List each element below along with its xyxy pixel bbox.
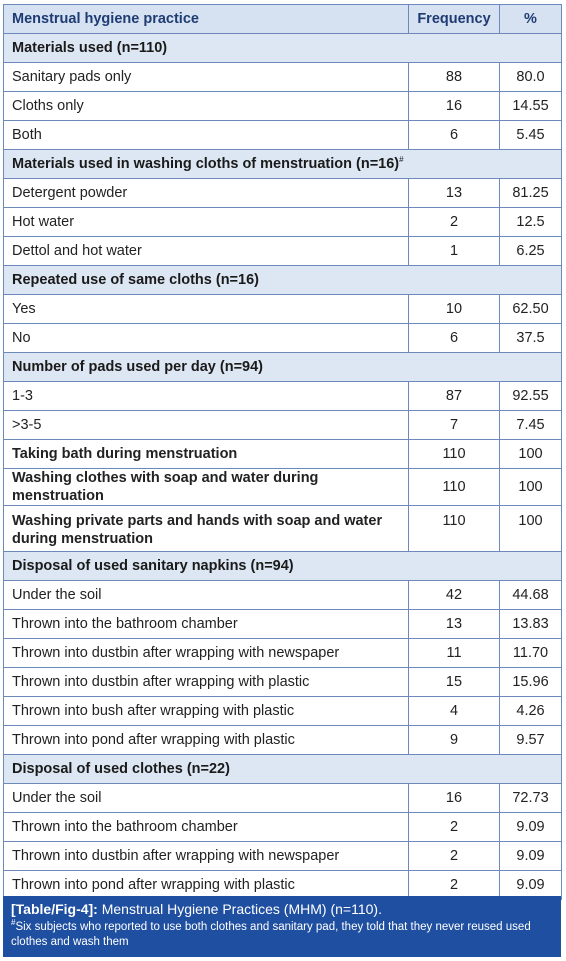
footnote-marker: # bbox=[399, 155, 404, 165]
row-label: Yes bbox=[4, 295, 409, 324]
row-frequency: 16 bbox=[409, 784, 500, 813]
section-label-text: Materials used (n=110) bbox=[12, 40, 168, 56]
header-percent: % bbox=[500, 5, 562, 34]
section-row bbox=[4, 552, 562, 581]
row-percent: 12.5 bbox=[500, 208, 562, 237]
section-row bbox=[4, 266, 562, 295]
section-row bbox=[4, 34, 562, 63]
row-frequency: 87 bbox=[409, 382, 500, 411]
footnote-mark: # bbox=[11, 918, 16, 928]
row-label: Thrown into pond after wrapping with plastic bbox=[4, 726, 409, 755]
row-label: Thrown into the bathroom chamber bbox=[4, 813, 409, 842]
caption-footnote bbox=[11, 920, 553, 950]
row-percent: 14.55 bbox=[500, 92, 562, 121]
row-frequency: 42 bbox=[409, 581, 500, 610]
row-label: Thrown into the bathroom chamber bbox=[4, 610, 409, 639]
row-percent: 6.25 bbox=[500, 237, 562, 266]
row-label: Hot water bbox=[4, 208, 409, 237]
section-label-text: Disposal of used sanitary napkins (n=94) bbox=[12, 558, 294, 574]
section-label bbox=[4, 353, 562, 382]
caption-text: Menstrual Hygiene Practices (MHM) (n=110). bbox=[97, 901, 382, 917]
row-percent: 13.83 bbox=[500, 610, 562, 639]
row-frequency: 2 bbox=[409, 842, 500, 871]
table-row bbox=[4, 324, 562, 353]
row-percent: 100 bbox=[500, 469, 562, 506]
section-label-text: Materials used in washing cloths of menstruation (n=16) bbox=[12, 156, 400, 172]
row-percent: 80.0 bbox=[500, 63, 562, 92]
row-percent: 4.26 bbox=[500, 697, 562, 726]
row-label: Washing clothes with soap and water during menstruation bbox=[4, 469, 409, 506]
header-frequency: Frequency bbox=[409, 5, 500, 34]
section-label bbox=[4, 150, 562, 179]
row-label: Under the soil bbox=[4, 784, 409, 813]
row-percent: 7.45 bbox=[500, 411, 562, 440]
table-row bbox=[4, 92, 562, 121]
row-percent: 100 bbox=[500, 440, 562, 469]
row-frequency: 7 bbox=[409, 411, 500, 440]
table-row bbox=[4, 842, 562, 871]
row-frequency: 6 bbox=[409, 121, 500, 150]
row-label: >3-5 bbox=[4, 411, 409, 440]
row-label: No bbox=[4, 324, 409, 353]
header-practice: Menstrual hygiene practice bbox=[4, 5, 409, 34]
section-label bbox=[4, 34, 562, 63]
row-frequency: 2 bbox=[409, 813, 500, 842]
row-label: Thrown into dustbin after wrapping with newspaper bbox=[4, 639, 409, 668]
row-frequency: 4 bbox=[409, 697, 500, 726]
caption-label: [Table/Fig-4]: bbox=[11, 901, 98, 917]
table-row bbox=[4, 469, 562, 506]
section-row bbox=[4, 353, 562, 382]
section-label bbox=[4, 755, 562, 784]
row-label: Thrown into dustbin after wrapping with plastic bbox=[4, 668, 409, 697]
row-label: Cloths only bbox=[4, 92, 409, 121]
table-row bbox=[4, 639, 562, 668]
table-row bbox=[4, 121, 562, 150]
mhm-table bbox=[3, 4, 562, 900]
row-label: Dettol and hot water bbox=[4, 237, 409, 266]
table-row bbox=[4, 179, 562, 208]
row-label: Both bbox=[4, 121, 409, 150]
row-frequency: 110 bbox=[409, 469, 500, 506]
row-percent: 37.5 bbox=[500, 324, 562, 353]
table-body bbox=[4, 34, 562, 900]
row-percent: 44.68 bbox=[500, 581, 562, 610]
section-row bbox=[4, 755, 562, 784]
row-frequency: 6 bbox=[409, 324, 500, 353]
row-percent: 11.70 bbox=[500, 639, 562, 668]
row-percent: 9.09 bbox=[500, 842, 562, 871]
table-row bbox=[4, 697, 562, 726]
row-frequency: 16 bbox=[409, 92, 500, 121]
table-row bbox=[4, 208, 562, 237]
row-frequency: 88 bbox=[409, 63, 500, 92]
row-frequency: 9 bbox=[409, 726, 500, 755]
table-row bbox=[4, 440, 562, 469]
row-label: Under the soil bbox=[4, 581, 409, 610]
table-row bbox=[4, 382, 562, 411]
row-label: Taking bath during menstruation bbox=[4, 440, 409, 469]
caption-title bbox=[11, 900, 553, 918]
footnote-text: Six subjects who reported to use both clothes and sanitary pad, they told that they never reused used clothes and wash them bbox=[11, 921, 531, 948]
row-frequency: 15 bbox=[409, 668, 500, 697]
section-label-text: Repeated use of same cloths (n=16) bbox=[12, 272, 259, 288]
row-percent: 72.73 bbox=[500, 784, 562, 813]
table-header-row bbox=[4, 5, 562, 34]
table-row bbox=[4, 726, 562, 755]
table-caption bbox=[3, 896, 561, 957]
row-percent: 5.45 bbox=[500, 121, 562, 150]
row-percent: 9.57 bbox=[500, 726, 562, 755]
table-row bbox=[4, 295, 562, 324]
table-row bbox=[4, 506, 562, 552]
row-label: 1-3 bbox=[4, 382, 409, 411]
row-label: Sanitary pads only bbox=[4, 63, 409, 92]
row-frequency: 13 bbox=[409, 179, 500, 208]
table-row bbox=[4, 610, 562, 639]
row-label: Detergent powder bbox=[4, 179, 409, 208]
section-label bbox=[4, 266, 562, 295]
row-percent: 15.96 bbox=[500, 668, 562, 697]
row-percent: 9.09 bbox=[500, 871, 562, 900]
row-label: Thrown into dustbin after wrapping with newspaper bbox=[4, 842, 409, 871]
row-label: Washing private parts and hands with soap and water during menstruation bbox=[4, 506, 409, 552]
table-row bbox=[4, 668, 562, 697]
row-frequency: 13 bbox=[409, 610, 500, 639]
row-percent: 9.09 bbox=[500, 813, 562, 842]
row-frequency: 1 bbox=[409, 237, 500, 266]
section-label-text: Number of pads used per day (n=94) bbox=[12, 359, 263, 375]
row-frequency: 10 bbox=[409, 295, 500, 324]
row-frequency: 110 bbox=[409, 440, 500, 469]
section-label-text: Disposal of used clothes (n=22) bbox=[12, 761, 230, 777]
row-percent: 81.25 bbox=[500, 179, 562, 208]
table-row bbox=[4, 813, 562, 842]
row-percent: 92.55 bbox=[500, 382, 562, 411]
table-row bbox=[4, 237, 562, 266]
table-row bbox=[4, 411, 562, 440]
row-frequency: 110 bbox=[409, 506, 500, 552]
row-label: Thrown into bush after wrapping with plastic bbox=[4, 697, 409, 726]
row-label: Thrown into pond after wrapping with plastic bbox=[4, 871, 409, 900]
section-label bbox=[4, 552, 562, 581]
table-row bbox=[4, 784, 562, 813]
row-frequency: 2 bbox=[409, 871, 500, 900]
row-frequency: 2 bbox=[409, 208, 500, 237]
table-row bbox=[4, 63, 562, 92]
row-percent: 100 bbox=[500, 506, 562, 552]
row-percent: 62.50 bbox=[500, 295, 562, 324]
section-row bbox=[4, 150, 562, 179]
table-row bbox=[4, 581, 562, 610]
row-frequency: 11 bbox=[409, 639, 500, 668]
